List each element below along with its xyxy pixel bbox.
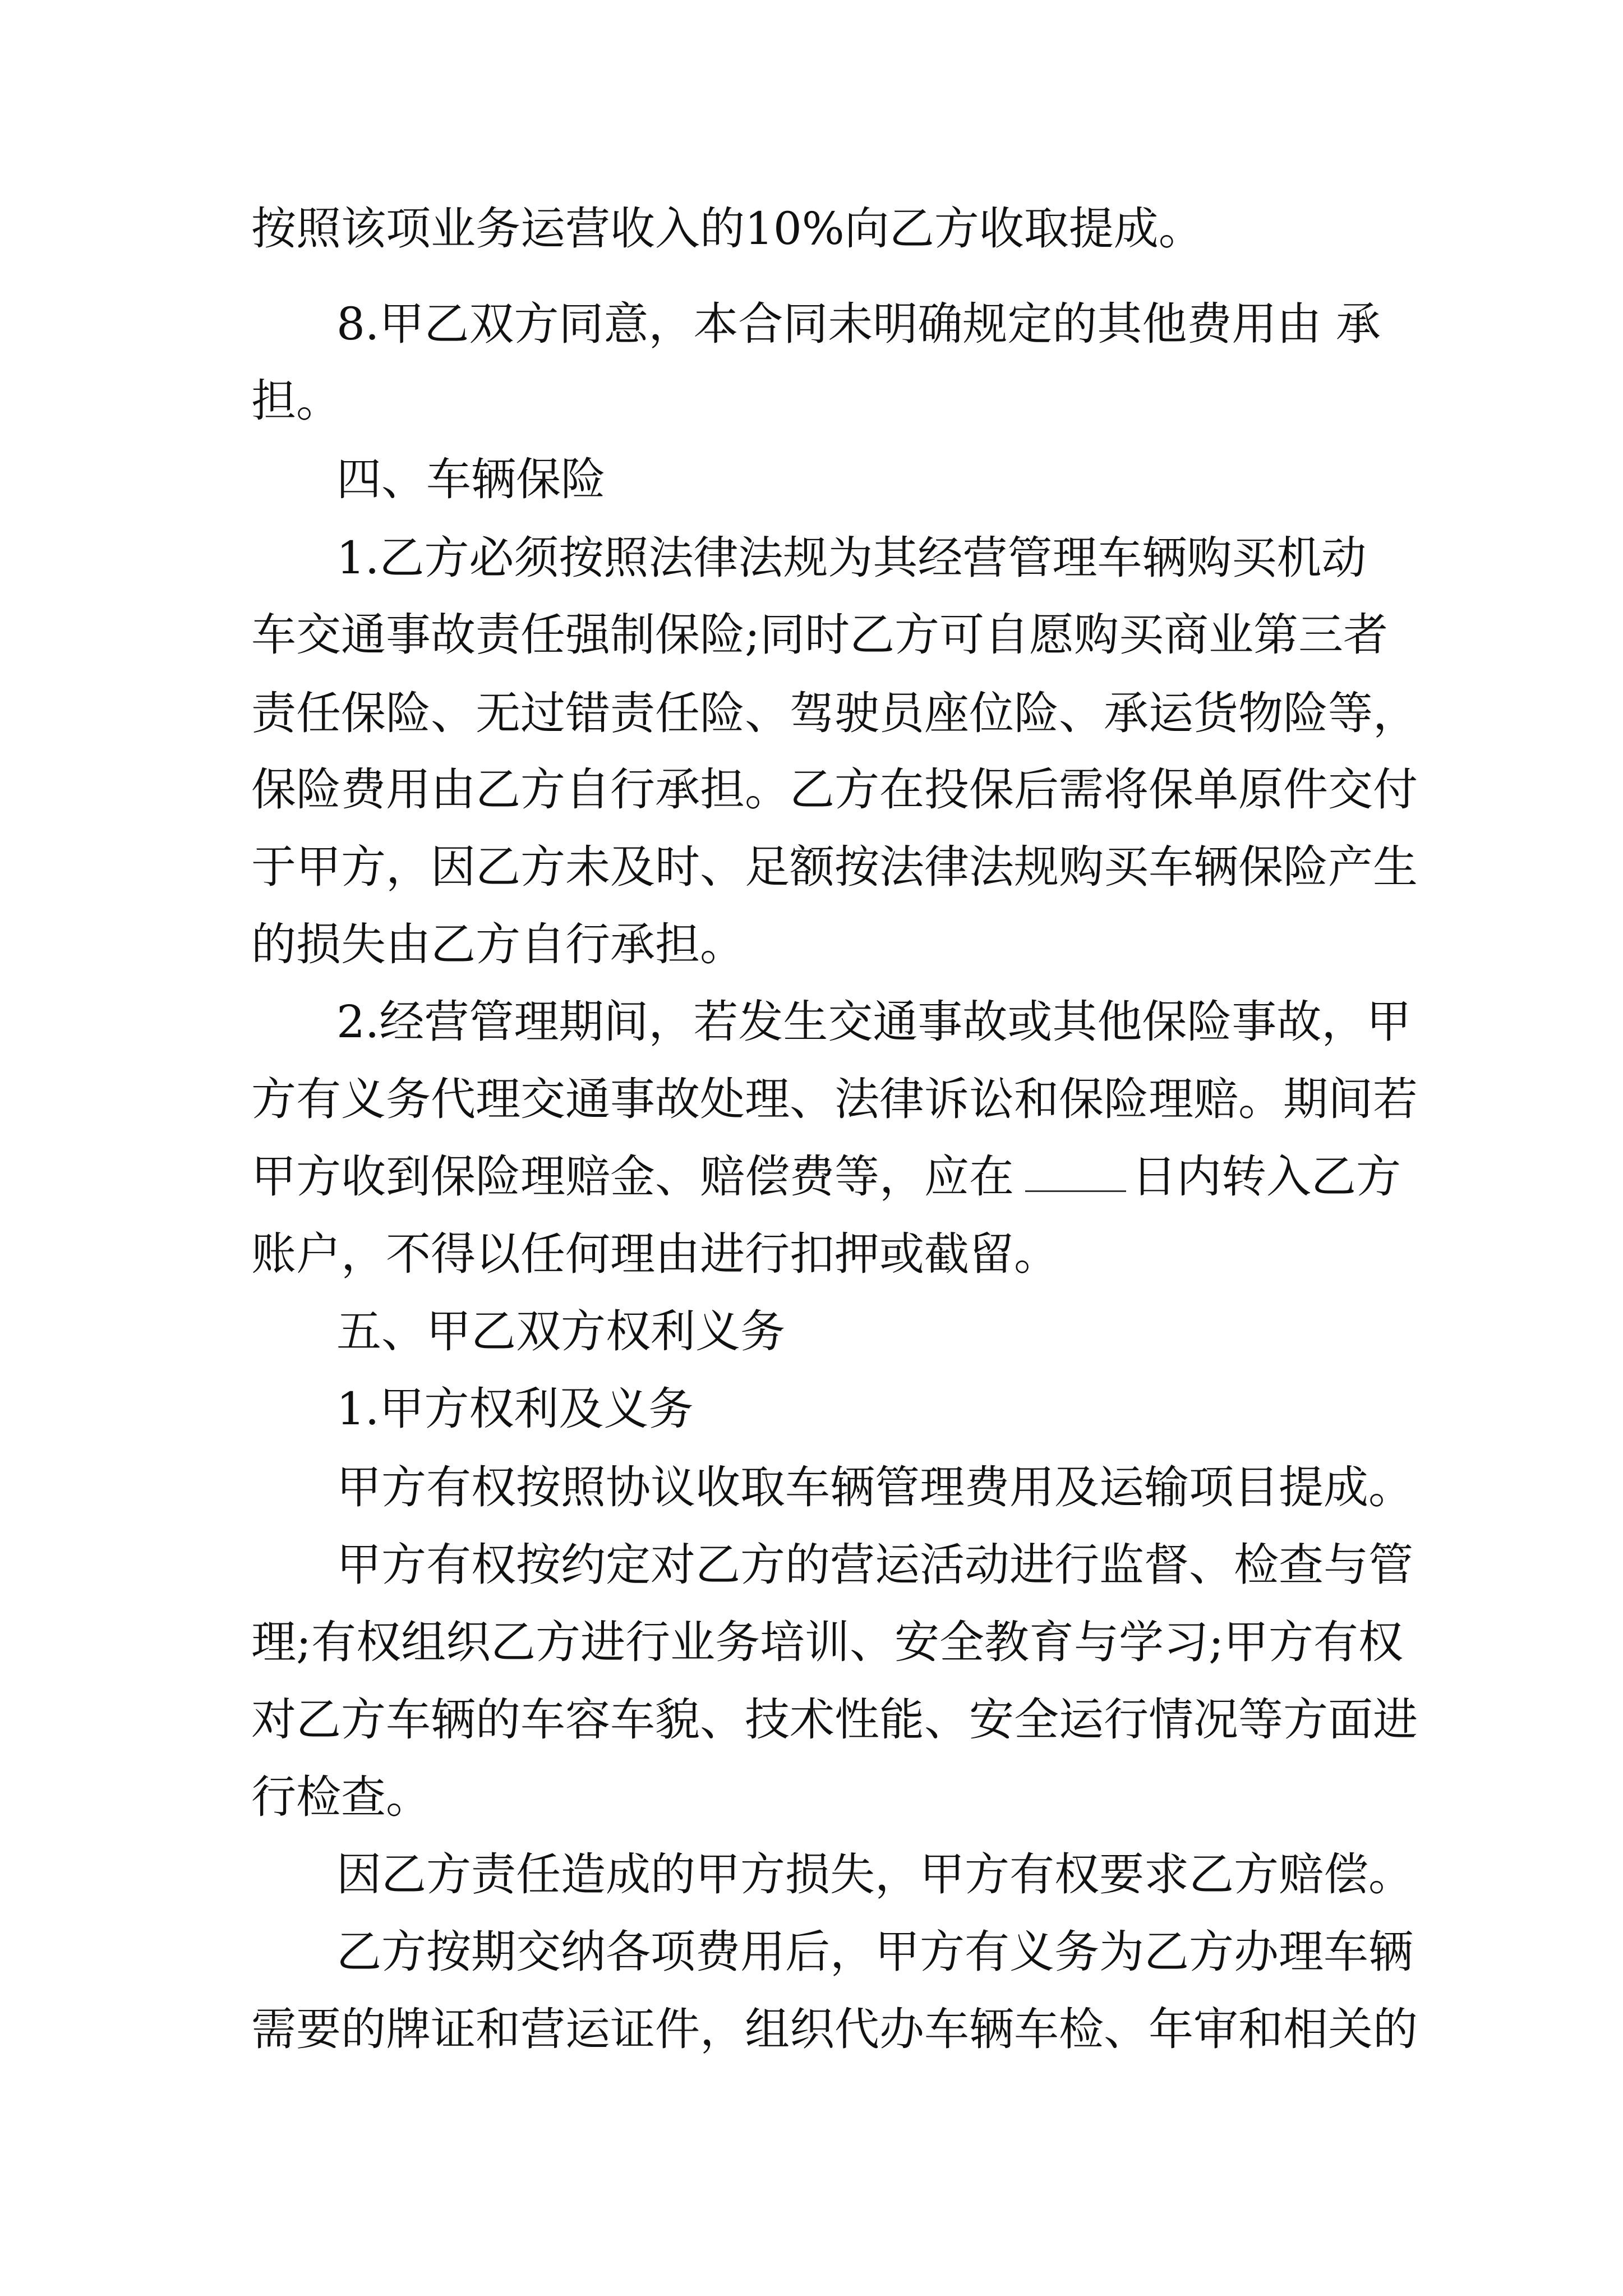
paragraph-line: 对乙方车辆的车容车貌、技术性能、安全运行情况等方面进 [251, 1694, 1418, 1746]
paragraph-line [251, 1149, 1401, 1205]
section-heading: 五、甲乙双方权利义务 [336, 1305, 785, 1358]
paragraph-line: 乙方按期交纳各项费用后，甲方有义务为乙方办理车辆 [336, 1926, 1413, 1978]
paragraph-line: 车交通事故责任强制保险;同时乙方可自愿购买商业第三者 [251, 609, 1388, 661]
section-heading: 四、车辆保险 [336, 453, 606, 505]
paragraph-line: 行检查。 [251, 1771, 431, 1823]
paragraph-line: 2.经营管理期间，若发生交通事故或其他保险事故，甲 [336, 996, 1412, 1048]
paragraph-line: 8.甲乙双方同意，本合同未明确规定的其他费用由 承 [336, 298, 1381, 350]
paragraph-text: 日内转入乙方 [1132, 1151, 1401, 1203]
paragraph-line: 的损失由乙方自行承担。 [251, 918, 745, 970]
paragraph-line: 按照该项业务运营收入的10%向乙方收取提成。 [251, 203, 1204, 255]
fill-in-blank [1025, 1156, 1126, 1192]
paragraph-line: 1.乙方必须按照法律法规为其经营管理车辆购买机动 [336, 532, 1367, 584]
paragraph-line: 因乙方责任造成的甲方损失，甲方有权要求乙方赔偿。 [336, 1848, 1413, 1901]
paragraph-line: 甲方有权按约定对乙方的营运活动进行监督、检查与管 [336, 1539, 1413, 1591]
paragraph-line: 需要的牌证和营运证件，组织代办车辆车检、年审和相关的 [251, 2003, 1418, 2055]
paragraph-line: 账户，不得以任何理由进行扣押或截留。 [251, 1228, 1059, 1280]
paragraph-text: 甲方收到保险理赔金、赔偿费等，应在 [251, 1151, 1014, 1203]
paragraph-line: 于甲方，因乙方未及时、足额按法律法规购买车辆保险产生 [251, 841, 1418, 893]
paragraph-line: 责任保险、无过错责任险、驾驶员座位险、承运货物险等， [251, 687, 1418, 739]
paragraph-line: 担。 [251, 375, 341, 427]
paragraph-line: 理;有权组织乙方进行业务培训、安全教育与学习;甲方有权 [251, 1616, 1403, 1668]
paragraph-line: 甲方有权按照协议收取车辆管理费用及运输项目提成。 [336, 1461, 1413, 1513]
paragraph-line: 保险费用由乙方自行承担。乙方在投保后需将保单原件交付 [251, 763, 1418, 816]
subsection-heading: 1.甲方权利及义务 [336, 1383, 694, 1435]
paragraph-line: 方有义务代理交通事故处理、法律诉讼和保险理赔。期间若 [251, 1073, 1418, 1125]
